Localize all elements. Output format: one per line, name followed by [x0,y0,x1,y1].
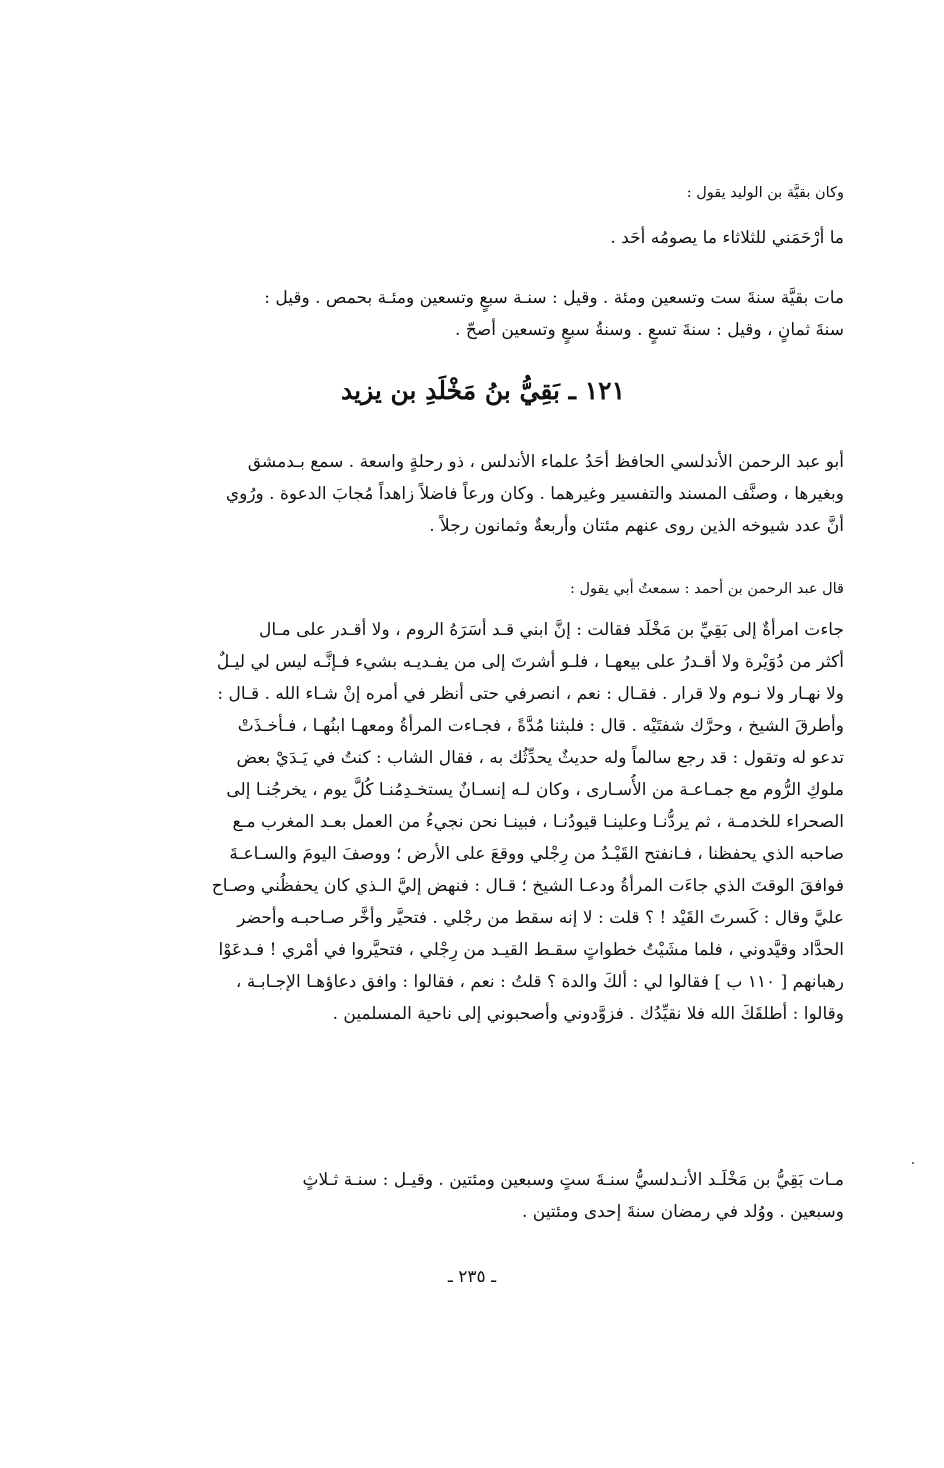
paragraph-line: وسبعين . ووُلد في رمضان سنةَ إحدى ومئتين . [521,1202,844,1222]
final-paragraph [122,1164,844,1228]
paragraph-line: أنَّ عدد شيوخه الذين روى عنهم مئتان وأربعةٌ وثمانون رجلاً . [429,516,844,536]
paragraph-line: وقالوا : أطلقَكَ الله فلا نقيِّدُك . فزوَّدوني وأصحبوني إلى ناحية المسلمين . [332,1004,844,1024]
paragraph-line: تدعو له وتقول : قد رجع سالماً وله حديثٌ يحدِّثُك به ، فقال الشاب : كنتُ في يَـدَيْ بعض [236,748,844,768]
story-paragraph [122,614,844,1030]
scan-speck [912,1162,914,1164]
paragraph-line: وأطرقَ الشيخ ، وحرَّك شفتَيْه . قال : فلبثنا مُدَّةً ، فجـاءت المرأةُ ومعهـا ابنُهـا ، فـأخـذَتْ [237,716,844,736]
paragraph-line: مـات بَقِيُّ بن مَخْلَـد الأنـدلسيُّ سنـةَ ستٍ وسبعين ومئتين . وقيـل : سنـة ثـلاثٍ [302,1170,844,1190]
paragraph-line: الصحراء للخدمـة ، ثم يردُّنـا وعلينـا قيودُنـا ، فبينـا نحن نجيءُ من العمل بعـد المغرب مـع [232,812,844,832]
paragraph-line: ولا نهـار ولا نـوم ولا قرار . فقـال : نعم ، انصرفي حتى أنظر في أمره إنْ شـاء الله . قـال : [217,684,844,704]
paragraph-line: وبغيرها ، وصنَّف المسند والتفسير وغيرهما . وكان ورعاً فاضلاً زاهداً مُجابَ الدعوة . ورُوي [225,484,844,504]
paragraph-line: عليَّ وقال : كَسرتَ القَيْد ! ؟ قلت : لا إنه سقط من رجْلي . فتحيَّر وأخَّر صـاحبـه وأحضر [237,908,844,928]
death-paragraph [122,282,844,346]
paragraph-line: فوافقَ الوقتَ الذي جاءَت المرأةُ ودعـا الشيخ ؛ قـال : فنهض إليَّ الـذي كان يحفظُني وصـاح [211,876,844,896]
paragraph-line: مات بقيَّة سنةَ ست وتسعين ومئة . وقيل : سنـة سبعٍ وتسعين ومئـة بحمص . وقيل : [264,288,844,308]
paragraph-line: ملوكِ الرُّوم مع جمـاعـة من الأُسـارى ، وكان لـه إنسـانٌ يستخـدِمُنـا كُلَّ يوم ، يخرجُنـا إلى [226,780,844,800]
paragraph-line: الحدَّاد وقيَّدوني ، فلما مشَيْتُ خطواتٍ سقـط القيـد من رِجْلي ، فتحيَّروا في أمْري ! فـدعَوْا [218,940,844,960]
paragraph-line: سنةَ ثمانٍ ، وقيل : سنةَ تسعٍ . وسنةُ سبعٍ وتسعين أصحّ . [455,320,844,340]
intro-label: وكان بقيَّة بن الوليد يقول : [686,185,844,201]
narration-label: قال عبد الرحمن بن أحمد : سمعتُ أبي يقول : [570,581,844,597]
paragraph-line: أبو عبد الرحمن الأندلسي الحافظ أحَدُ علماء الأندلس ، ذو رحلةٍ واسعة . سمع بـدمشق [247,452,844,472]
paragraph-line: رهبانهم [ ١١٠ ب ] فقالوا لي : ألكَ والدة ؟ قلتُ : نعم ، فقالوا : وافق دعاؤهـا الإجـابـة ، [235,972,844,992]
entry-heading: ١٢١ ـ بَقِيُّ بنُ مَخْلَدِ بن يزيد [340,376,626,405]
page-number: ـ ٢٣٥ ـ [447,1267,497,1287]
paragraph-line: جاءت امرأةٌ إلى بَقِيِّ بن مَخْلَد فقالت : إنَّ ابني قـد أسَرَهُ الروم ، ولا أقـدر على مـال [259,620,844,640]
paragraph-line: صاحبه الذي يحفظنا ، فـانفتح القَيْـدُ من رِجْلي ووقعَ على الأرض ؛ ووصفَ اليومَ والسـاعـةَ [229,844,844,864]
paragraph-line: أكثر من دُوَيْرة ولا أقـدرُ على بيعهـا ، فلـو أشرتَ إلى من يفـديـه بشيء فـإنَّـه ليس لي ليـلٌ [216,652,844,672]
bio-paragraph [122,446,844,542]
quote-line: ما أرْحَمَني للثلاثاء ما يصومُه أحَد . [610,228,844,248]
intro-quote [122,222,844,254]
